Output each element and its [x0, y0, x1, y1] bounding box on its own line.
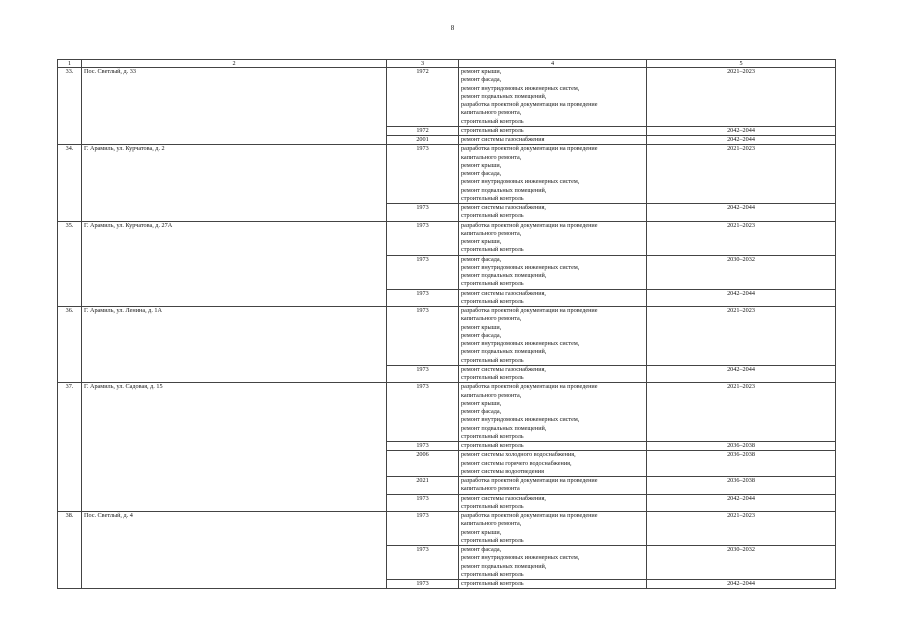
- work-line: строительный контроль: [461, 297, 524, 305]
- work-line: строительный контроль: [461, 212, 524, 220]
- repair-schedule-table-wrapper: [57, 59, 835, 589]
- entry-number: 38.: [58, 512, 82, 589]
- work-period: 2042–2044: [647, 365, 836, 383]
- work-period: 2042–2044: [647, 289, 836, 307]
- work-period: 2036–2038: [647, 477, 836, 495]
- entry-number: 33.: [58, 68, 82, 145]
- work-year: 1973: [387, 546, 459, 580]
- work-description: [459, 383, 647, 442]
- work-description: [459, 255, 647, 289]
- work-year: 1973: [387, 145, 459, 204]
- work-year: 1973: [387, 365, 459, 383]
- work-period: 2021–2023: [647, 145, 836, 204]
- work-line: ремонт крыши,: [461, 528, 502, 536]
- work-line: строительный контроль: [461, 246, 524, 254]
- work-line: ремонт системы газоснабжения,: [461, 365, 546, 373]
- work-period: 2036–2038: [647, 451, 836, 477]
- work-line: ремонт подвальных помещений,: [461, 348, 547, 356]
- work-line: строительный контроль: [461, 194, 524, 202]
- work-period: 2021–2023: [647, 307, 836, 366]
- work-description: [459, 365, 647, 383]
- work-line: ремонт системы холодного водоснабжения,: [461, 451, 576, 459]
- work-line: ремонт крыши,: [461, 238, 502, 245]
- work-line: строительный контроль: [461, 502, 524, 510]
- work-line: ремонт системы газоснабжения,: [461, 289, 546, 297]
- table-row: [58, 383, 836, 442]
- work-period: 2021–2023: [647, 512, 836, 546]
- work-description: [459, 494, 647, 512]
- work-line: разработка проектной документации на проведение: [461, 221, 598, 229]
- work-period: 2042–2044: [647, 204, 836, 222]
- work-line: ремонт подвальных помещений,: [461, 186, 547, 194]
- entry-number: 34.: [58, 145, 82, 221]
- work-year: 1973: [387, 204, 459, 222]
- work-line: ремонт внутридомовых инженерных систем,: [461, 416, 580, 424]
- work-line: ремонт крыши,: [461, 161, 502, 169]
- work-line: ремонт внутридомовых инженерных систем,: [461, 84, 580, 92]
- work-year: 1973: [387, 512, 459, 546]
- work-line: ремонт системы газоснабжения: [461, 136, 545, 143]
- entry-address: Г. Арамиль, ул. Ленина, д. 1А: [82, 307, 387, 383]
- work-line: ремонт подвальных помещений,: [461, 424, 547, 432]
- work-line: строительный контроль: [461, 432, 524, 440]
- table-body: [58, 68, 836, 589]
- work-year: 2006: [387, 451, 459, 477]
- work-line: ремонт подвальных помещений,: [461, 92, 547, 100]
- work-line: ремонт системы горячего водоснабжения,: [461, 459, 572, 467]
- work-period: 2021–2023: [647, 68, 836, 127]
- work-description: [459, 136, 647, 145]
- work-description: [459, 221, 647, 255]
- entry-address: Г. Арамиль, ул. Садовая, д. 15: [82, 383, 387, 512]
- work-line: ремонт фасада,: [461, 331, 502, 339]
- work-line: разработка проектной документации на проведение: [461, 145, 598, 153]
- work-line: строительный контроль: [461, 117, 524, 125]
- work-year: 1973: [387, 494, 459, 512]
- column-header-3: 3: [387, 60, 459, 68]
- entry-number: 37.: [58, 383, 82, 512]
- work-line: ремонт крыши,: [461, 399, 502, 407]
- work-line: строительный контроль: [461, 442, 524, 449]
- work-year: 1973: [387, 221, 459, 255]
- page-number: 8: [450, 24, 455, 32]
- table-row: [58, 145, 836, 204]
- entry-address: Г. Арамиль, ул. Курчатова, д. 2: [82, 145, 387, 221]
- work-line: ремонт крыши,: [461, 68, 502, 75]
- work-line: строительный контроль: [461, 374, 524, 381]
- work-description: [459, 512, 647, 546]
- work-line: ремонт подвальных помещений,: [461, 562, 547, 570]
- work-year: 1973: [387, 255, 459, 289]
- work-line: разработка проектной документации на проведение: [461, 383, 598, 391]
- work-description: [459, 68, 647, 127]
- column-header-1: 1: [58, 60, 82, 68]
- work-line: ремонт внутридомовых инженерных систем,: [461, 178, 580, 186]
- work-line: ремонт системы газоснабжения,: [461, 204, 546, 211]
- work-year: 1973: [387, 580, 459, 589]
- column-number-row: [58, 60, 836, 68]
- work-line: капитального ремонта,: [461, 391, 522, 399]
- work-description: [459, 307, 647, 366]
- work-line: ремонт внутридомовых инженерных систем,: [461, 263, 580, 271]
- work-description: [459, 580, 647, 589]
- work-line: строительный контроль: [461, 580, 524, 587]
- work-description: [459, 145, 647, 204]
- work-line: ремонт фасада,: [461, 170, 502, 177]
- work-line: капитального ремонта: [461, 485, 520, 493]
- table-row: [58, 221, 836, 255]
- work-line: ремонт внутридомовых инженерных систем,: [461, 340, 580, 347]
- work-year: 1973: [387, 383, 459, 442]
- work-period: 2030–2032: [647, 546, 836, 580]
- entry-number: 36.: [58, 307, 82, 383]
- work-year: 1972: [387, 68, 459, 127]
- repair-schedule-table: [57, 59, 836, 589]
- work-line: капитального ремонта,: [461, 109, 522, 117]
- work-year: 1973: [387, 307, 459, 366]
- work-period: 2036–2038: [647, 442, 836, 451]
- work-year: 1973: [387, 442, 459, 451]
- work-description: [459, 546, 647, 580]
- work-line: строительный контроль: [461, 570, 524, 578]
- table-row: [58, 307, 836, 366]
- work-line: разработка проектной документации на проведение: [461, 512, 598, 519]
- work-line: ремонт подвальных помещений,: [461, 272, 547, 279]
- work-description: [459, 289, 647, 307]
- work-line: строительный контроль: [461, 126, 524, 134]
- work-line: ремонт фасада,: [461, 546, 502, 553]
- work-period: 2030–2032: [647, 255, 836, 289]
- entry-address: Пос. Светлый, д. 33: [82, 68, 387, 145]
- work-line: строительный контроль: [461, 280, 524, 288]
- work-description: [459, 442, 647, 451]
- work-period: 2042–2044: [647, 136, 836, 145]
- work-description: [459, 204, 647, 222]
- work-period: 2042–2044: [647, 494, 836, 512]
- work-line: ремонт фасада,: [461, 255, 502, 263]
- work-line: капитального ремонта,: [461, 229, 522, 237]
- work-line: ремонт крыши,: [461, 323, 502, 331]
- work-year: 2001: [387, 136, 459, 145]
- work-line: капитального ремонта,: [461, 153, 522, 161]
- work-line: ремонт системы водоотведения: [461, 467, 544, 475]
- work-period: 2042–2044: [647, 580, 836, 589]
- work-line: капитального ремонта,: [461, 315, 522, 323]
- column-header-4: 4: [459, 60, 647, 68]
- work-line: ремонт фасада,: [461, 408, 502, 415]
- work-period: 2021–2023: [647, 221, 836, 255]
- work-line: ремонт фасада,: [461, 76, 502, 84]
- work-year: 2021: [387, 477, 459, 495]
- work-line: строительный контроль: [461, 356, 524, 364]
- column-header-2: 2: [82, 60, 387, 68]
- entry-address: Г. Арамиль, ул. Курчатова, д. 27А: [82, 221, 387, 307]
- work-period: 2042–2044: [647, 126, 836, 135]
- entry-number: 35.: [58, 221, 82, 307]
- work-year: 1973: [387, 289, 459, 307]
- work-period: 2021–2023: [647, 383, 836, 442]
- work-line: ремонт системы газоснабжения,: [461, 494, 546, 502]
- entry-address: Пос. Светлый, д. 4: [82, 512, 387, 589]
- work-description: [459, 126, 647, 135]
- column-header-5: 5: [647, 60, 836, 68]
- work-line: разработка проектной документации на проведение: [461, 101, 598, 108]
- table-row: [58, 512, 836, 546]
- work-line: ремонт внутридомовых инженерных систем,: [461, 554, 580, 562]
- work-description: [459, 477, 647, 495]
- table-row: [58, 68, 836, 127]
- work-line: разработка проектной документации на проведение: [461, 307, 598, 314]
- work-year: 1972: [387, 126, 459, 135]
- work-line: капитального ремонта,: [461, 520, 522, 528]
- work-line: разработка проектной документации на проведение: [461, 477, 598, 484]
- work-line: строительный контроль: [461, 536, 524, 544]
- work-description: [459, 451, 647, 477]
